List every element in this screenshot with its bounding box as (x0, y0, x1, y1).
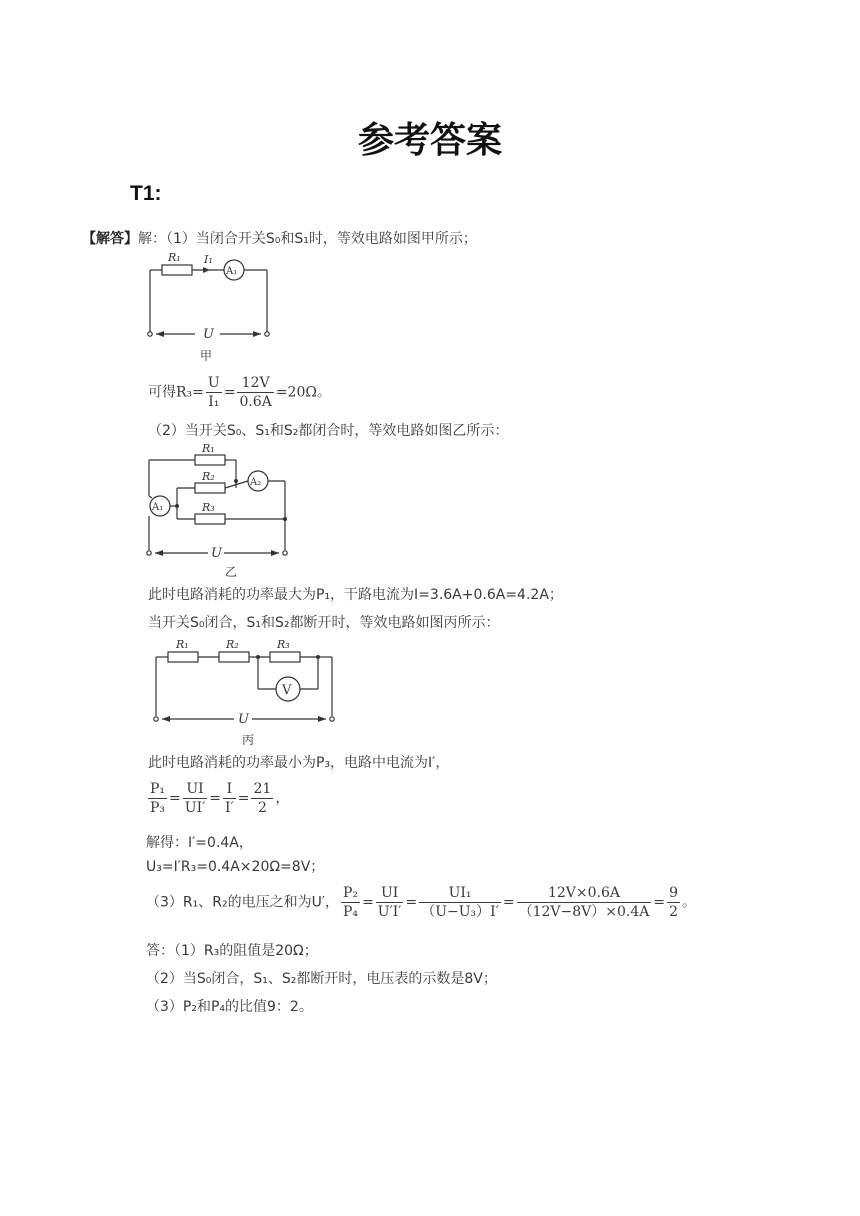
solution-line-2: 可得R₃= $\frac{U}{\text{I₁}}$ = $\frac{12V}{0.6A}$ =20Ω。 (148, 375, 331, 410)
label-r1: R₁ (168, 251, 181, 264)
caption-bing: 丙 (242, 733, 255, 747)
solution-line-6: 此时电路消耗的功率最小为P₃，电路中电流为I′， (148, 755, 450, 771)
fraction-ui1-over-u-minus-u3: $\frac{\text{UI₁}}{\text{（U−U₃）I′}}$ (421, 885, 499, 920)
label-a1: A₁ (226, 266, 238, 277)
label-v: V (282, 683, 292, 698)
circuit-figure-bing (146, 632, 346, 750)
fraction-p2-over-p4: $\frac{\text{P₂}}{\text{P₄}}$ (343, 885, 359, 920)
resistor-r1 (168, 652, 198, 662)
fraction-21-over-2: $\frac{21}{2}$ (253, 781, 272, 816)
resistor-r1 (162, 265, 192, 275)
answer-line-2: （2）当S₀闭合，S₁、S₂都断开时，电压表的示数是8V； (146, 971, 497, 987)
fraction-u-over-i1: $\frac{U}{\text{I₁}}$ (207, 375, 220, 410)
line10-suffix: 。 (682, 894, 697, 911)
r3-formula-suffix: =20Ω。 (275, 384, 331, 401)
label-r3: R₃ (277, 638, 290, 651)
solution-line-3: （2）当开关S₀、S₁和S₂都闭合时，等效电路如图乙所示： (148, 423, 509, 439)
fraction-ui-over-u-prime-i-prime: $\frac{UI}{U'I'}$ (377, 885, 402, 920)
r3-formula-prefix: 可得R₃= (148, 384, 204, 401)
fraction-p1-over-p3: $\frac{\text{P₁}}{\text{P₃}}$ (150, 781, 166, 816)
page-title: 参考答案 (357, 119, 502, 161)
label-r3: R₃ (202, 501, 215, 514)
label-a2: A₂ (250, 477, 262, 488)
label-i1: I₁ (204, 253, 213, 266)
label-r2: R₂ (202, 470, 215, 483)
question-label: T1: (130, 182, 162, 205)
resistor-r1 (195, 455, 225, 465)
solution-line-7: $\frac{\text{P₁}}{\text{P₃}}$ = $\frac{UI}{UI'}$ = $\frac{I}{I'}$ = $\frac{21}{2}$ ， (150, 781, 290, 816)
label-u: U (203, 327, 214, 342)
answer-line-3: （3）P₂和P₄的比值9：2。 (146, 999, 313, 1015)
resistor-r2 (219, 652, 249, 662)
fraction-12v-over-06a: $\frac{12V}{0.6A}$ (239, 375, 272, 410)
solution-line-5: 当开关S₀闭合，S₁和S₂都断开时，等效电路如图丙所示： (148, 615, 500, 631)
solution-intro: 解：（1）当闭合开关S₀和S₁时，等效电路如图甲所示； (138, 231, 477, 247)
solution-line-1 (82, 228, 477, 248)
solution-line-8: 解得：I′=0.4A， (146, 835, 253, 851)
fraction-numeric: $\frac{12V\times 0.6A}{(12V-8V)\times 0.4A}$ (518, 885, 650, 920)
label-r1: R₁ (202, 442, 215, 455)
resistor-r3 (270, 652, 300, 662)
line10-prefix: （3）R₁、R₂的电压之和为U′， (146, 894, 340, 911)
label-u: U (211, 546, 222, 561)
solution-line-4: 此时电路消耗的功率最大为P₁，干路电流为I=3.6A+0.6A=4.2A； (148, 587, 563, 603)
label-r1: R₁ (176, 638, 189, 651)
label-u: U (238, 712, 249, 727)
circuit-figure-yi (140, 438, 300, 580)
caption-jia: 甲 (200, 349, 213, 363)
solution-line-10: （3）R₁、R₂的电压之和为U′， $\frac{\text{P₂}}{\text{P₄}}$ = $\frac{UI}{U'I'}$ = $\frac{\text{UI₁}}{\text{（U−U₃）I′}}$ = $\frac{12V\times 0.6A}{(12V-8V)\times 0.4A}$ = $\frac{9}{2}$ 。 (146, 885, 697, 920)
caption-yi: 乙 (225, 565, 238, 579)
fraction-i-over-i-prime: $\frac{I}{I'}$ (225, 781, 234, 816)
fraction-9-over-2: $\frac{9}{2}$ (669, 885, 679, 920)
resistor-r2 (195, 483, 225, 493)
circuit-figure-jia (140, 248, 280, 368)
answer-line-1: 答：（1）R₃的阻值是20Ω； (146, 943, 318, 959)
solution-tag: 【解答】 (82, 231, 138, 247)
resistor-r3 (195, 514, 225, 524)
label-a1: A₁ (152, 502, 164, 513)
solution-line-9: U₃=I′R₃=0.4A×20Ω=8V； (146, 859, 325, 875)
line7-suffix: ， (275, 790, 290, 807)
fraction-ui-over-ui-prime: $\frac{UI}{UI'}$ (184, 781, 206, 816)
label-r2: R₂ (226, 638, 239, 651)
